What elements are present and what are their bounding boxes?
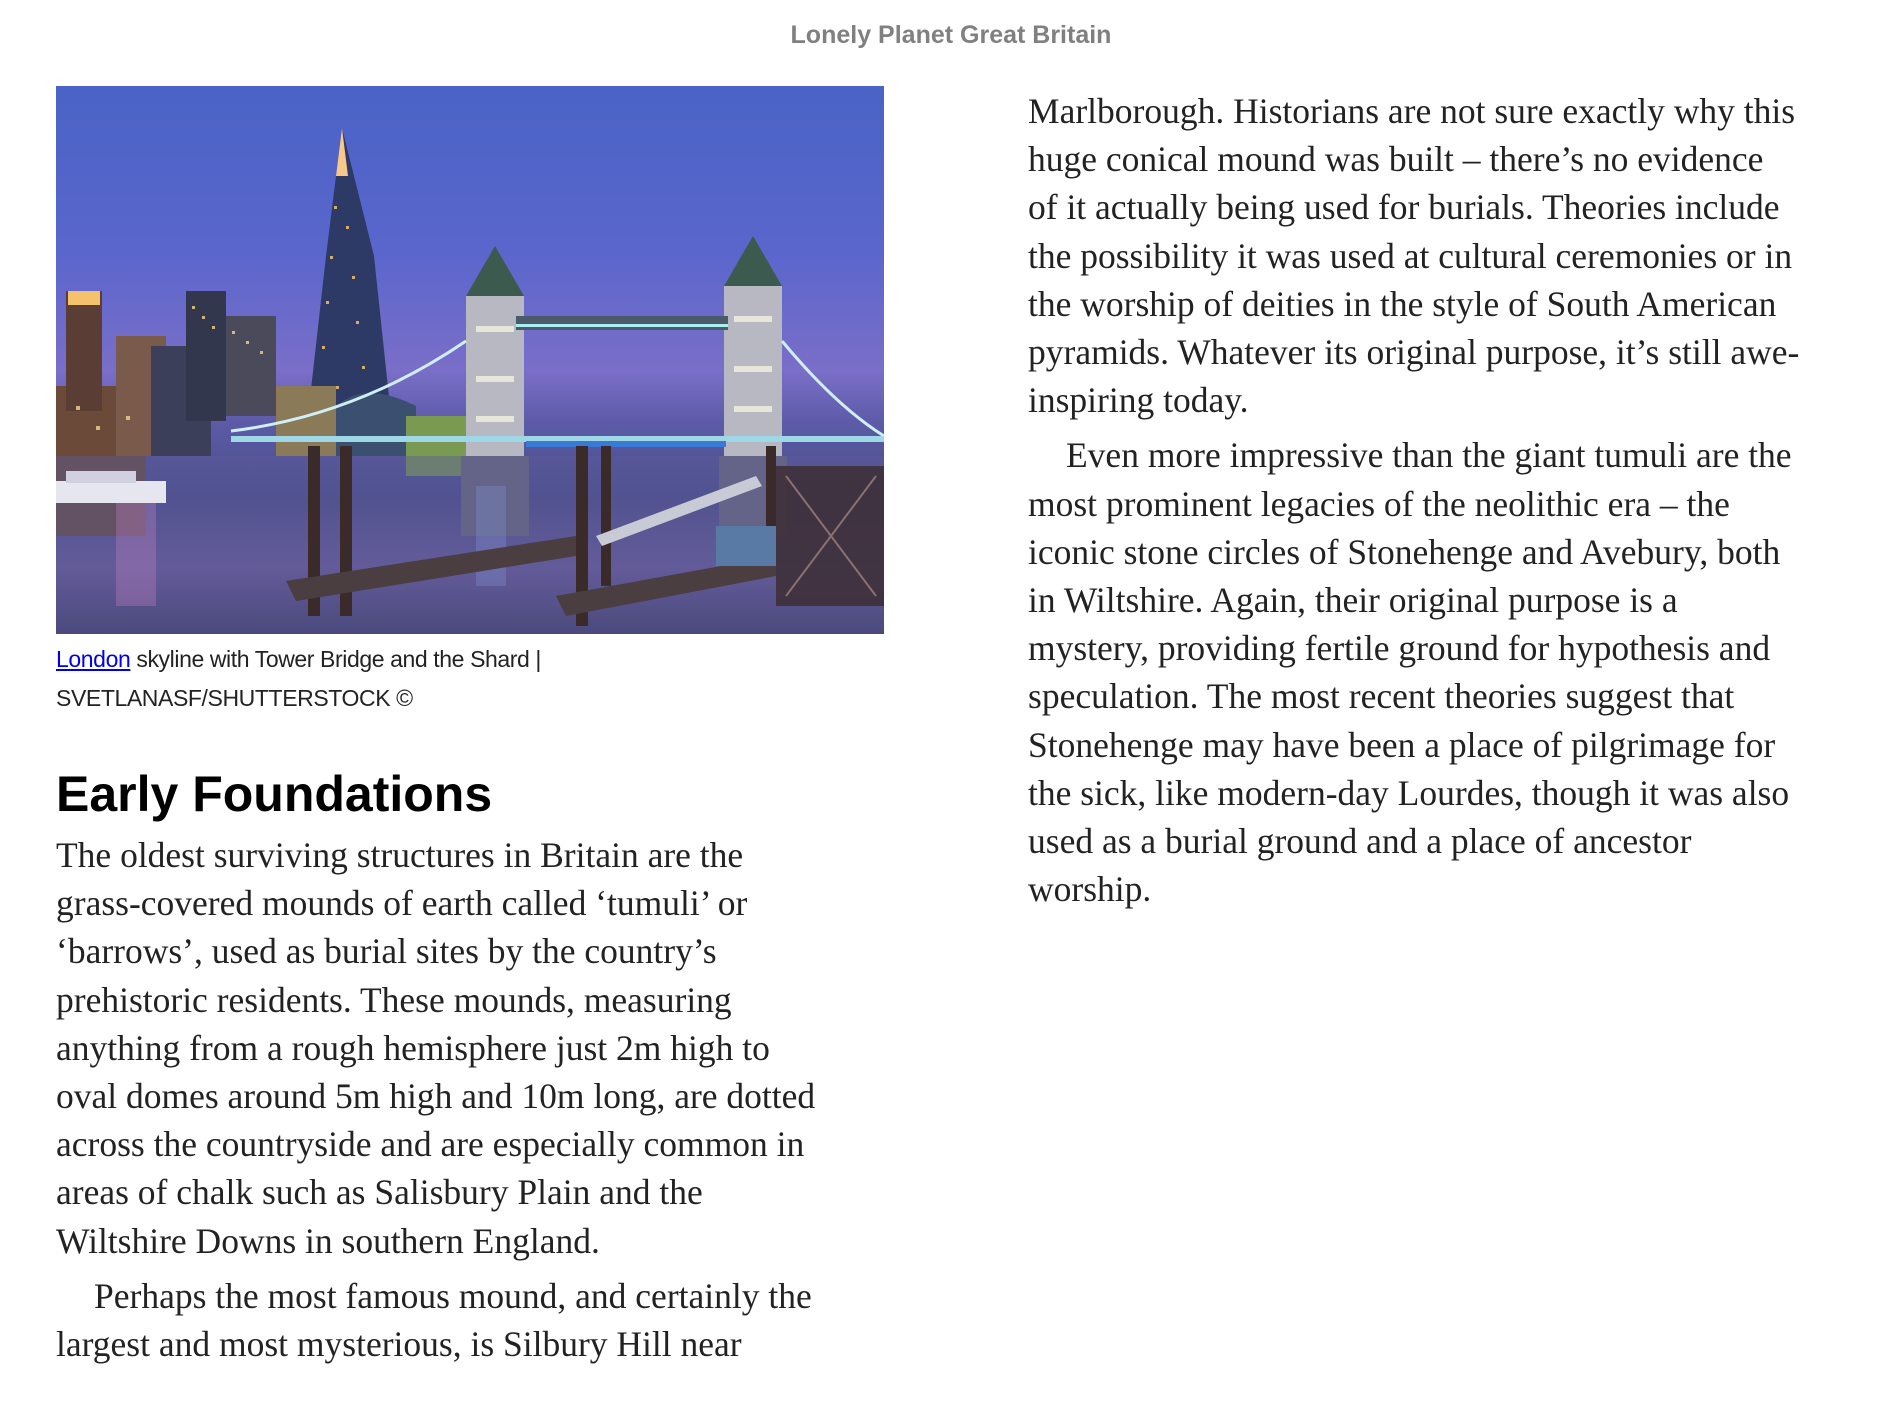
paragraph bbox=[56, 1272, 815, 1368]
text-line: inspiring today. bbox=[1028, 380, 1249, 421]
text-line: speculation. The most recent theories suggest that bbox=[1028, 676, 1735, 717]
text-line: mystery, providing fertile ground for hypothesis and bbox=[1028, 628, 1771, 669]
text-line: grass-covered mounds of earth called ‘tumuli’ or bbox=[56, 883, 748, 924]
text-line: huge conical mound was built – there’s no evidence bbox=[1028, 139, 1764, 180]
paragraph-spacer bbox=[1028, 424, 1799, 431]
text-line: Marlborough. Historians are not sure exactly why this bbox=[1028, 91, 1796, 131]
text-line: Perhaps the most famous mound, and certainly the bbox=[94, 1275, 812, 1316]
photo-credit: SVETLANASF/SHUTTERSTOCK © bbox=[56, 685, 413, 711]
paragraph bbox=[1028, 431, 1799, 913]
london-skyline-photo bbox=[56, 86, 884, 634]
book-title: Lonely Planet Great Britain bbox=[790, 21, 1112, 49]
text-line: in Wiltshire. Again, their original purpose is a bbox=[1028, 580, 1678, 621]
text-line: ‘barrows’, used as burial sites by the country’s bbox=[56, 931, 717, 972]
text-line: the possibility it was used at cultural ceremonies or in bbox=[1028, 235, 1793, 276]
text-line: across the countryside and are especially common in bbox=[56, 1124, 805, 1165]
text-line: largest and most mysterious, is Silbury Hill near bbox=[56, 1324, 742, 1365]
text-line: iconic stone circles of Stonehenge and Avebury, both bbox=[1028, 531, 1781, 572]
caption-link-london[interactable]: London bbox=[56, 646, 131, 672]
text-line: Wiltshire Downs in southern England. bbox=[56, 1220, 600, 1261]
text-line: prehistoric residents. These mounds, measuring bbox=[56, 979, 732, 1020]
text-line: pyramids. Whatever its original purpose, it’s still awe- bbox=[1028, 332, 1800, 373]
figure-caption bbox=[56, 640, 896, 718]
text-line: Stonehenge may have been a place of pilgrimage for bbox=[1028, 724, 1776, 765]
caption-text: skyline with Tower Bridge and the Shard | bbox=[130, 646, 542, 672]
text-line: the sick, like modern-day Lourdes, though it was also bbox=[1028, 772, 1790, 813]
text-line: most prominent legacies of the neolithic era – the bbox=[1028, 483, 1730, 524]
paragraph bbox=[56, 831, 815, 1265]
paragraph bbox=[1028, 87, 1799, 424]
left-column-body bbox=[56, 831, 815, 1368]
text-line: Even more impressive than the giant tumuli are the bbox=[1066, 435, 1792, 476]
text-line: the worship of deities in the style of South American bbox=[1028, 283, 1777, 324]
text-line: areas of chalk such as Salisbury Plain and the bbox=[56, 1172, 703, 1213]
text-line: The oldest surviving structures in Britain are the bbox=[56, 835, 744, 875]
section-heading: Early Foundations bbox=[56, 766, 493, 822]
text-line: anything from a rough hemisphere just 2m high to bbox=[56, 1027, 770, 1068]
right-column-body bbox=[1028, 87, 1799, 913]
text-line: used as a burial ground and a place of ancestor bbox=[1028, 821, 1692, 862]
text-line: oval domes around 5m high and 10m long, are dotted bbox=[56, 1076, 816, 1117]
paragraph-spacer bbox=[56, 1265, 815, 1272]
text-line: of it actually being used for burials. Theories include bbox=[1028, 187, 1780, 228]
text-line: worship. bbox=[1028, 869, 1152, 910]
